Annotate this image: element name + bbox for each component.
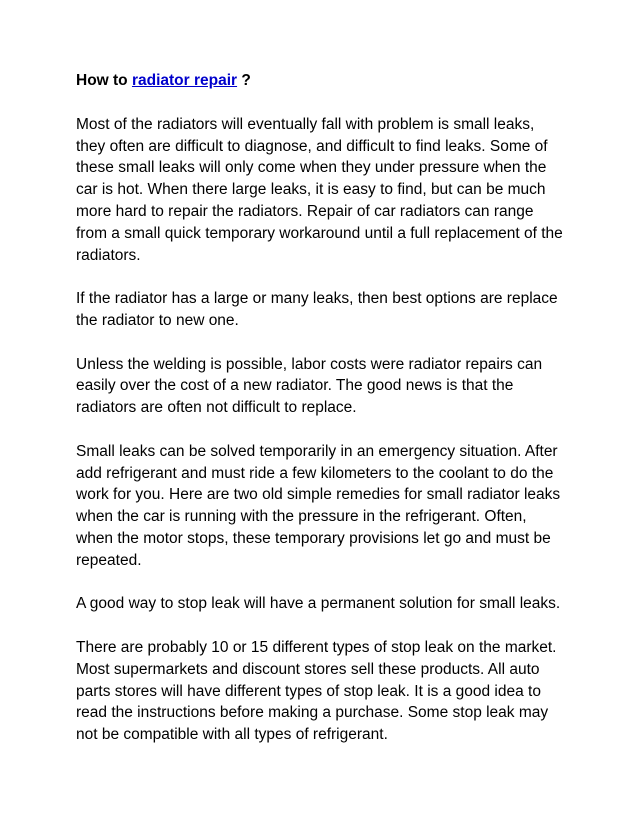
paragraph-intro: Most of the radiators will eventually fall with problem is small leaks, they often are difficult to diagnose, and difficult to find leaks. Some of these small leaks will only come when they under pressure when the car is hot. When there large leaks, it is easy to find, but can be much more hard to repair the radiators. Repair of car radiators can range from a small quick temporary workaround until a full replacement of the radiators.	[76, 115, 563, 264]
article-heading	[76, 70, 566, 92]
paragraph-small-leaks: Small leaks can be solved temporarily in an emergency situation. After add refrigerant and must ride a few kilometers to the coolant to do the work for you. Here are two old simple remedies for small radiator leaks when the car is running with the pressure in the refrigerant. Often, when the motor stops, these temporary provisions let go and must be repeated.	[76, 442, 561, 569]
document-page	[76, 70, 566, 768]
paragraph-welding: Unless the welding is possible, labor costs were radiator repairs can easily over the cost of a new radiator. The good news is that the radiators are often not difficult to replace.	[76, 355, 543, 417]
radiator-repair-link[interactable]: radiator repair	[131, 72, 238, 89]
heading-prefix: How to	[76, 72, 132, 89]
heading-suffix: ?	[237, 72, 251, 89]
paragraph-stop-leak-types: There are probably 10 or 15 different types of stop leak on the market. Most supermarkets and discount stores sell these products. All auto parts stores will have different types of stop leak. It is a good idea to read the instructions before making a purchase. Some stop leak may not be compatible with all types of refrigerant.	[76, 638, 557, 744]
paragraph-stop-leak: A good way to stop leak will have a permanent solution for small leaks.	[76, 595, 561, 613]
paragraph-large-leaks: If the radiator has a large or many leaks, then best options are replace the radiator to new one.	[76, 290, 558, 329]
